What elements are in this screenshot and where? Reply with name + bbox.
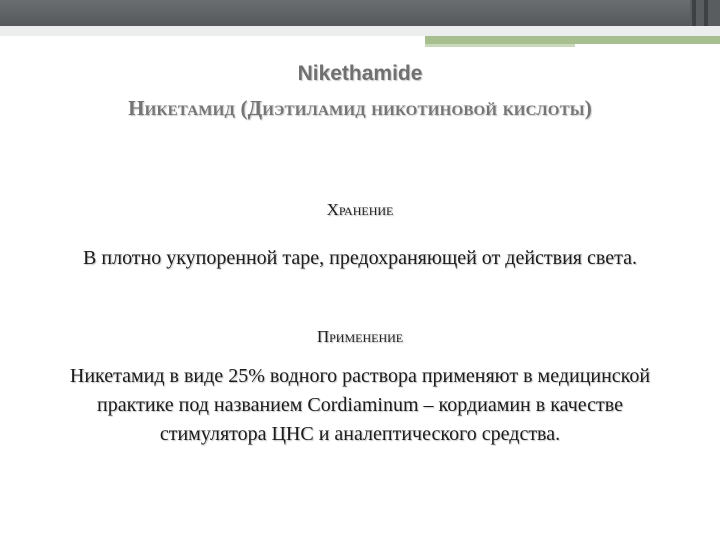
top-bar-divider — [704, 0, 708, 26]
top-bar-stripe — [0, 0, 690, 26]
top-bar-divider — [692, 0, 696, 26]
usage-heading: Применение — [316, 327, 404, 346]
accent-thin-bar — [425, 44, 575, 47]
storage-heading: Хранение — [326, 200, 394, 219]
usage-line: практике под названием Cordiaminum – кордиамин в качестве — [97, 394, 623, 416]
usage-line: Никетамид в виде 25% водного раствора применяют в медицинской — [69, 365, 651, 387]
slide-title: Nikethamide — [297, 62, 423, 85]
usage-line: стимулятора ЦНС и аналептического средства. — [159, 423, 561, 445]
storage-text: В плотно укупоренной таре, предохраняющей от действия света. — [83, 247, 637, 269]
slide-subtitle: Никетамид (Диэтиламид никотиновой кислоты) — [128, 96, 592, 120]
sub-bar — [0, 26, 720, 36]
top-decorative-bar — [0, 0, 720, 26]
usage-text — [0, 362, 720, 449]
accent-green-bar — [425, 36, 720, 44]
